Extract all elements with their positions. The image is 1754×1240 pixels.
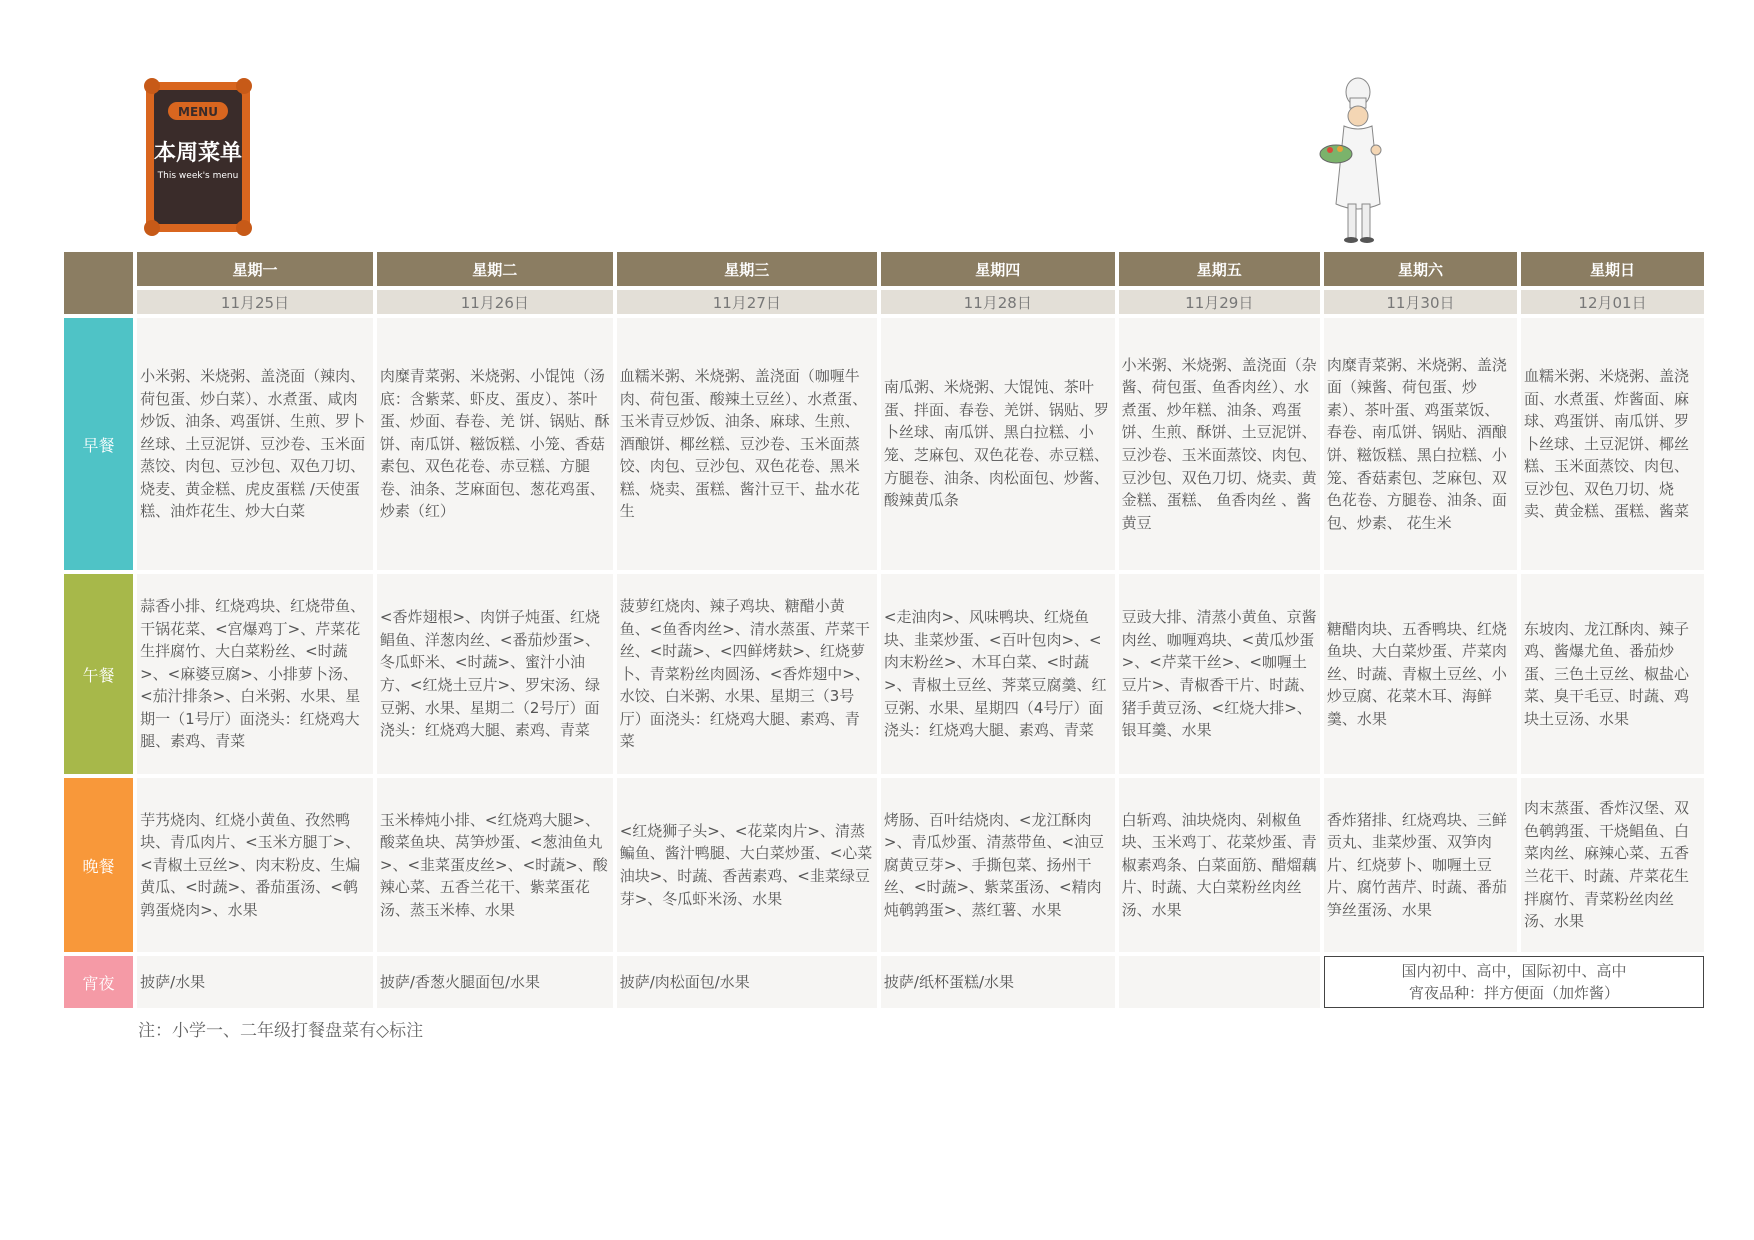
dinner-sat: 香炸猪排、红烧鸡块、三鲜贡丸、韭菜炒蛋、双笋肉片、红烧萝卜、咖喱土豆片、腐竹茜芹、时蔬、番茄笋丝蛋汤、水果	[1324, 778, 1517, 952]
date-header-row	[64, 290, 1704, 314]
footnote: 注：小学一、二年级打餐盘菜有◇标注	[138, 1021, 424, 1041]
chef-illustration	[1318, 74, 1414, 250]
lunch-sat: 糖醋肉块、五香鸭块、红烧鱼块、大白菜炒蛋、芹菜肉丝、时蔬、青椒土豆丝、小炒豆腐、花菜木耳、海鲜羹、水果	[1324, 574, 1517, 774]
lunch-mon: 蒜香小排、红烧鸡块、红烧带鱼、干锅花菜、<宫爆鸡丁>、芹菜花生拌腐竹、大白菜粉丝、<时蔬>、<麻婆豆腐>、小排萝卜汤、<茄汁排条>、白米粥、水果、星期一（1号厅）面浇头：红烧鸡大腿、素鸡、青菜	[137, 574, 373, 774]
night-thu: 披萨/纸杯蛋糕/水果	[881, 956, 1115, 1008]
dinner-tue: 玉米棒炖小排、<红烧鸡大腿>、酸菜鱼块、莴笋炒蛋、<葱油鱼丸>、<韭菜蛋皮丝>、<时蔬>、酸辣心菜、五香兰花干、紫菜蛋花汤、蒸玉米棒、水果	[377, 778, 613, 952]
night-weekend-line2: 宵夜品种：拌方便面（加炸酱）	[1408, 984, 1619, 1002]
meal-label-night-snack: 宵夜	[64, 956, 133, 1008]
lunch-wed: 菠萝红烧肉、辣子鸡块、糖醋小黄鱼、<鱼香肉丝>、清水蒸蛋、芹菜干丝、<时蔬>、<四鲜烤麸>、红烧萝卜、青菜粉丝肉圆汤、<香炸翅中>、水饺、白米粥、水果、星期三（3号厅）面浇头：红烧鸡大腿、素鸡、青菜	[617, 574, 877, 774]
day-header-row	[64, 252, 1704, 286]
dinner-fri: 白斩鸡、油块烧肉、剁椒鱼块、玉米鸡丁、花菜炒蛋、青椒素鸡条、白菜面筋、醋熘藕片、时蔬、大白菜粉丝肉丝汤、水果	[1119, 778, 1320, 952]
breakfast-tue: 肉糜青菜粥、米烧粥、小馄饨（汤底：含紫菜、虾皮、蛋皮）、茶叶蛋、炒面、春卷、羌 饼、锅贴、酥饼、南瓜饼、糍饭糕、小笼、香菇素包、双色花卷、赤豆糕、方腿卷、油条、芝麻面包、葱花鸡蛋、炒素（红）	[377, 318, 613, 570]
lunch-sun: 东坡肉、龙江酥肉、辣子鸡、酱爆尤鱼、番茄炒蛋、三色土豆丝、椒盐心菜、臭干毛豆、时蔬、鸡块土豆汤、水果	[1521, 574, 1704, 774]
date-mon: 11月25日	[137, 290, 373, 314]
day-header-tue: 星期二	[377, 252, 613, 286]
breakfast-wed: 血糯米粥、米烧粥、盖浇面（咖喱牛肉、荷包蛋、酸辣土豆丝）、水煮蛋、玉米青豆炒饭、油条、麻球、生煎、酒酿饼、椰丝糕、豆沙卷、玉米面蒸饺、肉包、豆沙包、双色花卷、黑米糕、烧卖、蛋糕、酱汁豆干、盐水花生	[617, 318, 877, 570]
date-tue: 11月26日	[377, 290, 613, 314]
meal-label-breakfast: 早餐	[64, 318, 133, 570]
dinner-sun: 肉末蒸蛋、香炸汉堡、双色鹌鹑蛋、干烧鲳鱼、白菜肉丝、麻辣心菜、五香兰花干、时蔬、芹菜花生拌腐竹、青菜粉丝肉丝汤、水果	[1521, 778, 1704, 952]
dinner-row	[64, 778, 1704, 952]
lunch-thu: <走油肉>、风味鸭块、红烧鱼块、韭菜炒蛋、<百叶包肉>、<肉末粉丝>、木耳白菜、<时蔬>、青椒土豆丝、荠菜豆腐羹、红豆粥、水果、星期四（4号厅）面浇头：红烧鸡大腿、素鸡、青菜	[881, 574, 1115, 774]
breakfast-sun: 血糯米粥、米烧粥、盖浇面、水煮蛋、炸酱面、麻球、鸡蛋饼、南瓜饼、罗卜丝球、土豆泥饼、椰丝糕、玉米面蒸饺、肉包、豆沙包、双色刀切、烧卖、黄金糕、蛋糕、酱菜	[1521, 318, 1704, 570]
dinner-thu: 烤肠、百叶结烧肉、<龙江酥肉>、青瓜炒蛋、清蒸带鱼、<油豆腐黄豆芽>、手撕包菜、扬州干丝、<时蔬>、紫菜蛋汤、<精肉炖鹌鹑蛋>、蒸红薯、水果	[881, 778, 1115, 952]
date-fri: 11月29日	[1119, 290, 1320, 314]
lunch-fri: 豆豉大排、清蒸小黄鱼、京酱肉丝、咖喱鸡块、<黄瓜炒蛋>、<芹菜干丝>、<咖喱土豆片>、青椒香干片、时蔬、猪手黄豆汤、<红烧大排>、银耳羹、水果	[1119, 574, 1320, 774]
day-header-sat: 星期六	[1324, 252, 1517, 286]
night-snack-row	[64, 956, 1704, 1008]
day-header-thu: 星期四	[881, 252, 1115, 286]
svg-text:本周菜单: 本周菜单	[153, 141, 243, 166]
night-fri	[1119, 956, 1320, 1008]
breakfast-row	[64, 318, 1704, 570]
menu-logo	[142, 76, 254, 238]
night-tue: 披萨/香葱火腿面包/水果	[377, 956, 613, 1008]
meal-label-dinner: 晚餐	[64, 778, 133, 952]
night-mon: 披萨/水果	[137, 956, 373, 1008]
weekly-menu-table	[60, 248, 1708, 1012]
day-header-sun: 星期日	[1521, 252, 1704, 286]
date-wed: 11月27日	[617, 290, 877, 314]
day-header-wed: 星期三	[617, 252, 877, 286]
breakfast-fri: 小米粥、米烧粥、盖浇面（杂酱、荷包蛋、鱼香肉丝）、水煮蛋、炒年糕、油条、鸡蛋饼、生煎、酥饼、土豆泥饼、豆沙卷、玉米面蒸饺、肉包、豆沙包、双色刀切、烧卖、黄金糕、蛋糕、 鱼香肉丝 、酱黄豆	[1119, 318, 1320, 570]
dinner-wed: <红烧狮子头>、<花菜肉片>、清蒸鳊鱼、酱汁鸭腿、大白菜炒蛋、<心菜油块>、时蔬、香茜素鸡、<韭菜绿豆芽>、冬瓜虾米汤、水果	[617, 778, 877, 952]
lunch-row	[64, 574, 1704, 774]
day-header-mon: 星期一	[137, 252, 373, 286]
breakfast-mon: 小米粥、米烧粥、盖浇面（辣肉、荷包蛋、炒白菜）、水煮蛋、咸肉炒饭、油条、鸡蛋饼、生煎、罗卜丝球、土豆泥饼、豆沙卷、玉米面蒸饺、肉包、豆沙包、双色刀切、烧麦、黄金糕、虎皮蛋糕 /天使蛋糕、油炸花生、炒大白菜	[137, 318, 373, 570]
night-weekend-line1: 国内初中、高中，国际初中、高中	[1401, 962, 1627, 980]
breakfast-thu: 南瓜粥、米烧粥、大馄饨、茶叶蛋、拌面、春卷、羌饼、锅贴、罗卜丝球、南瓜饼、黑白拉糕、小笼、芝麻包、双色花卷、赤豆糕、方腿卷、油条、肉松面包、炒酱、酸辣黄瓜条	[881, 318, 1115, 570]
header-corner	[64, 252, 133, 314]
date-sun: 12月01日	[1521, 290, 1704, 314]
day-header-fri: 星期五	[1119, 252, 1320, 286]
lunch-tue: <香炸翅根>、肉饼子炖蛋、红烧鲳鱼、洋葱肉丝、<番茄炒蛋>、冬瓜虾米、<时蔬>、蜜汁小油方、<红烧土豆片>、罗宋汤、绿豆粥、水果、星期二（2号厅）面浇头：红烧鸡大腿、素鸡、青菜	[377, 574, 613, 774]
svg-text:This week's menu: This week's menu	[157, 171, 239, 181]
date-thu: 11月28日	[881, 290, 1115, 314]
night-wed: 披萨/肉松面包/水果	[617, 956, 877, 1008]
dinner-mon: 芋艿烧肉、红烧小黄鱼、孜然鸭块、青瓜肉片、<玉米方腿丁>、<青椒土豆丝>、肉末粉皮、生煸黄瓜、<时蔬>、番茄蛋汤、<鹌鹑蛋烧肉>、水果	[137, 778, 373, 952]
night-weekend-box	[1324, 956, 1704, 1008]
breakfast-sat: 肉糜青菜粥、米烧粥、盖浇面（辣酱、荷包蛋、炒素）、茶叶蛋、鸡蛋菜饭、春卷、南瓜饼、锅贴、酒酿饼、糍饭糕、黑白拉糕、小笼、香菇素包、芝麻包、双色花卷、方腿卷、油条、面包、炒素、 花生米	[1324, 318, 1517, 570]
svg-text:MENU: MENU	[178, 105, 218, 119]
date-sat: 11月30日	[1324, 290, 1517, 314]
meal-label-lunch: 午餐	[64, 574, 133, 774]
